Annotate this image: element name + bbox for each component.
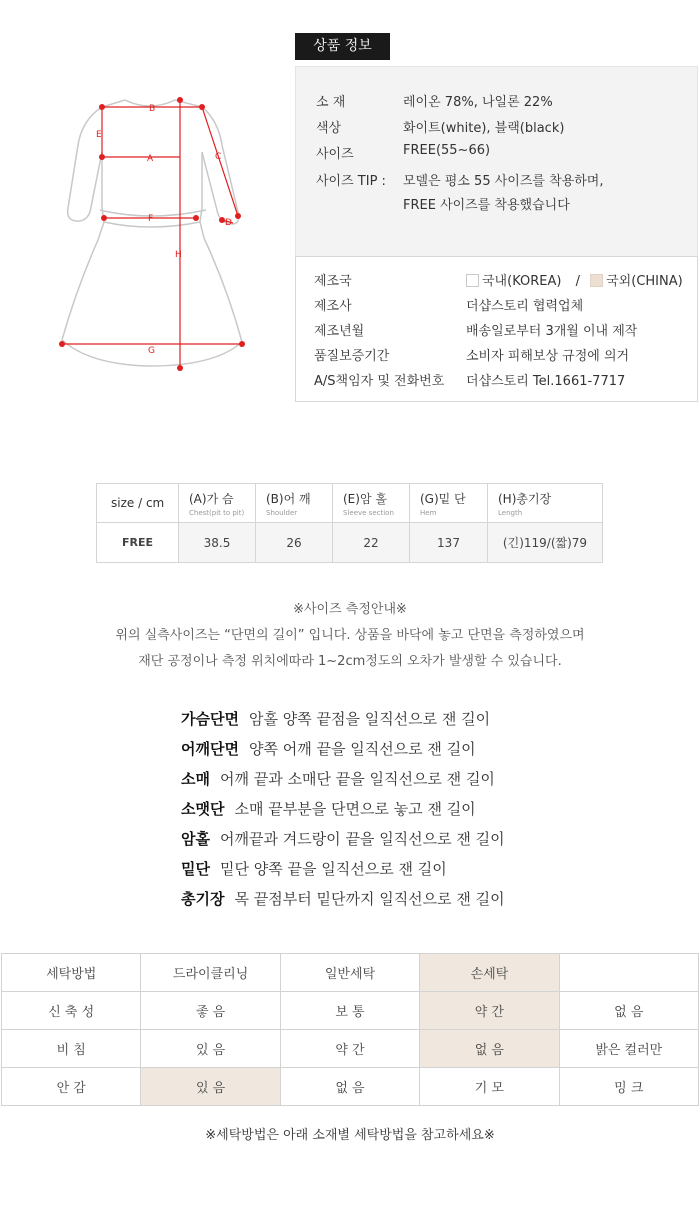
definition-length: 총기장 목 끝점부터 밑단까지 일직선으로 잰 길이: [181, 890, 505, 908]
origin-china-label: 국외(CHINA): [606, 274, 683, 289]
label-h: H: [175, 250, 182, 260]
size-header-chest: (A)가 슴 Chest(pit to pit): [179, 484, 256, 523]
size-header-armhole: (E)암 홀 Sleeve section: [333, 484, 410, 523]
measure-points: [59, 97, 245, 371]
origin-china-checkbox[interactable]: [590, 274, 603, 287]
care-cell-selected: 손세탁: [420, 954, 559, 992]
info-value-color: 화이트(white), 블랙(black): [403, 121, 565, 136]
care-cell: 안 감: [2, 1068, 141, 1106]
definition-sleeve: 소매 어깨 끝과 소매단 끝을 일직선으로 잰 길이: [181, 770, 495, 788]
product-info-tag: 상품 정보: [295, 33, 390, 60]
info-value-date: 배송일로부터 3개월 이내 제작: [466, 324, 638, 339]
size-table-header: [97, 484, 603, 523]
origin-separator: /: [575, 274, 580, 289]
info-label-warranty: 품질보증기간: [314, 349, 390, 364]
size-table-row: [97, 523, 603, 563]
info-value-size: FREE(55~66): [403, 143, 491, 158]
label-d: D: [225, 218, 232, 228]
size-cell-size: FREE: [97, 523, 179, 563]
care-table: [1, 953, 699, 1106]
info-value-warranty: 소비자 피해보상 규정에 의거: [466, 349, 630, 364]
size-note-line-1: 위의 실측사이즈는 “단면의 길이” 입니다. 상품을 바닥에 놓고 단면을 측정하였으며: [115, 628, 585, 643]
label-c: C: [215, 152, 222, 162]
care-cell: 밍 크: [559, 1068, 698, 1106]
care-cell: 보 통: [280, 992, 419, 1030]
measure-lines: [62, 100, 242, 368]
care-note: ※세탁방법은 아래 소재별 세탁방법을 참고하세요※: [205, 1128, 495, 1143]
origin-korea-label: 국내(KOREA): [482, 274, 562, 289]
size-cell-hem: 137: [410, 523, 488, 563]
dress-diagram-svg: [50, 90, 260, 380]
care-cell: [559, 954, 698, 992]
care-row-wash: [2, 954, 699, 992]
label-b: B: [149, 104, 156, 114]
info-label-size: 사이즈: [316, 147, 354, 162]
definition-cuff: 소맷단 소매 끝부분을 단면으로 놓고 잰 길이: [181, 800, 476, 818]
care-cell: 밝은 컬러만: [559, 1030, 698, 1068]
origin-korea-checkbox[interactable]: [466, 274, 479, 287]
size-table: [96, 483, 603, 563]
definition-hem: 밑단 밑단 양쪽 끝을 일직선으로 잰 길이: [181, 860, 447, 878]
care-cell: 있 음: [141, 1030, 280, 1068]
size-cell-shoulder: 26: [256, 523, 333, 563]
care-cell-selected: 없 음: [420, 1030, 559, 1068]
definition-chest: 가슴단면 암홀 양쪽 끝점을 일직선으로 잰 길이: [181, 710, 491, 728]
care-cell: 없 음: [559, 992, 698, 1030]
care-cell: 일반세탁: [280, 954, 419, 992]
label-e: E: [96, 130, 102, 140]
product-info-box: [295, 66, 698, 256]
info-label-date: 제조년월: [314, 324, 365, 339]
size-header-hem: (G)밑 단 Hem: [410, 484, 488, 523]
info-label-material: 소 재: [316, 95, 346, 110]
definition-armhole: 암홀 어깨끝과 겨드랑이 끝을 일직선으로 잰 길이: [181, 830, 505, 848]
size-header-size: size / cm: [97, 484, 179, 523]
size-cell-armhole: 22: [333, 523, 410, 563]
care-cell: 약 간: [280, 1030, 419, 1068]
care-cell: 기 모: [420, 1068, 559, 1106]
care-cell: 없 음: [280, 1068, 419, 1106]
info-value-maker: 더샵스토리 협력업체: [466, 299, 584, 314]
info-label-size-tip: 사이즈 TIP :: [316, 174, 386, 189]
size-header-shoulder: (B)어 깨 Shoulder: [256, 484, 333, 523]
care-cell-selected: 약 간: [420, 992, 559, 1030]
care-cell: 좋 음: [141, 992, 280, 1030]
origin-options: [466, 270, 683, 289]
size-cell-chest: 38.5: [179, 523, 256, 563]
care-cell: 비 침: [2, 1030, 141, 1068]
size-note-title: ※사이즈 측정안내※: [293, 602, 407, 617]
care-row-lining: [2, 1068, 699, 1106]
info-value-as: 더샵스토리 Tel.1661-7717: [466, 374, 626, 389]
label-g: G: [148, 346, 155, 356]
info-label-as: A/S책임자 및 전화번호: [314, 374, 445, 389]
info-value-size-tip: 모델은 평소 55 사이즈를 착용하며,: [403, 174, 604, 189]
info-value-material: 레이온 78%, 나일론 22%: [403, 95, 553, 110]
care-row-sheer: [2, 1030, 699, 1068]
care-cell: 드라이클리닝: [141, 954, 280, 992]
manufacture-info-box: [295, 256, 698, 402]
info-label-origin: 제조국: [314, 274, 352, 289]
size-cell-length: (긴)119/(짧)79: [488, 523, 603, 563]
label-f: F: [148, 214, 154, 224]
info-value-size-tip-2: FREE 사이즈를 착용했습니다: [403, 198, 570, 213]
label-a: A: [147, 154, 154, 164]
info-label-maker: 제조사: [314, 299, 352, 314]
size-note-line-2: 재단 공정이나 측정 위치에따라 1~2cm정도의 오차가 발생할 수 있습니다.: [138, 654, 562, 669]
measurement-diagram: [50, 90, 260, 380]
dress-outline: [62, 100, 242, 366]
care-cell: 신 축 성: [2, 992, 141, 1030]
care-row-stretch: [2, 992, 699, 1030]
definition-shoulder: 어깨단면 양쪽 어깨 끝을 일직선으로 잰 길이: [181, 740, 476, 758]
info-label-color: 색상: [316, 121, 342, 136]
size-header-length: (H)총기장 Length: [488, 484, 603, 523]
care-cell: 세탁방법: [2, 954, 141, 992]
care-cell-selected: 있 음: [141, 1068, 280, 1106]
